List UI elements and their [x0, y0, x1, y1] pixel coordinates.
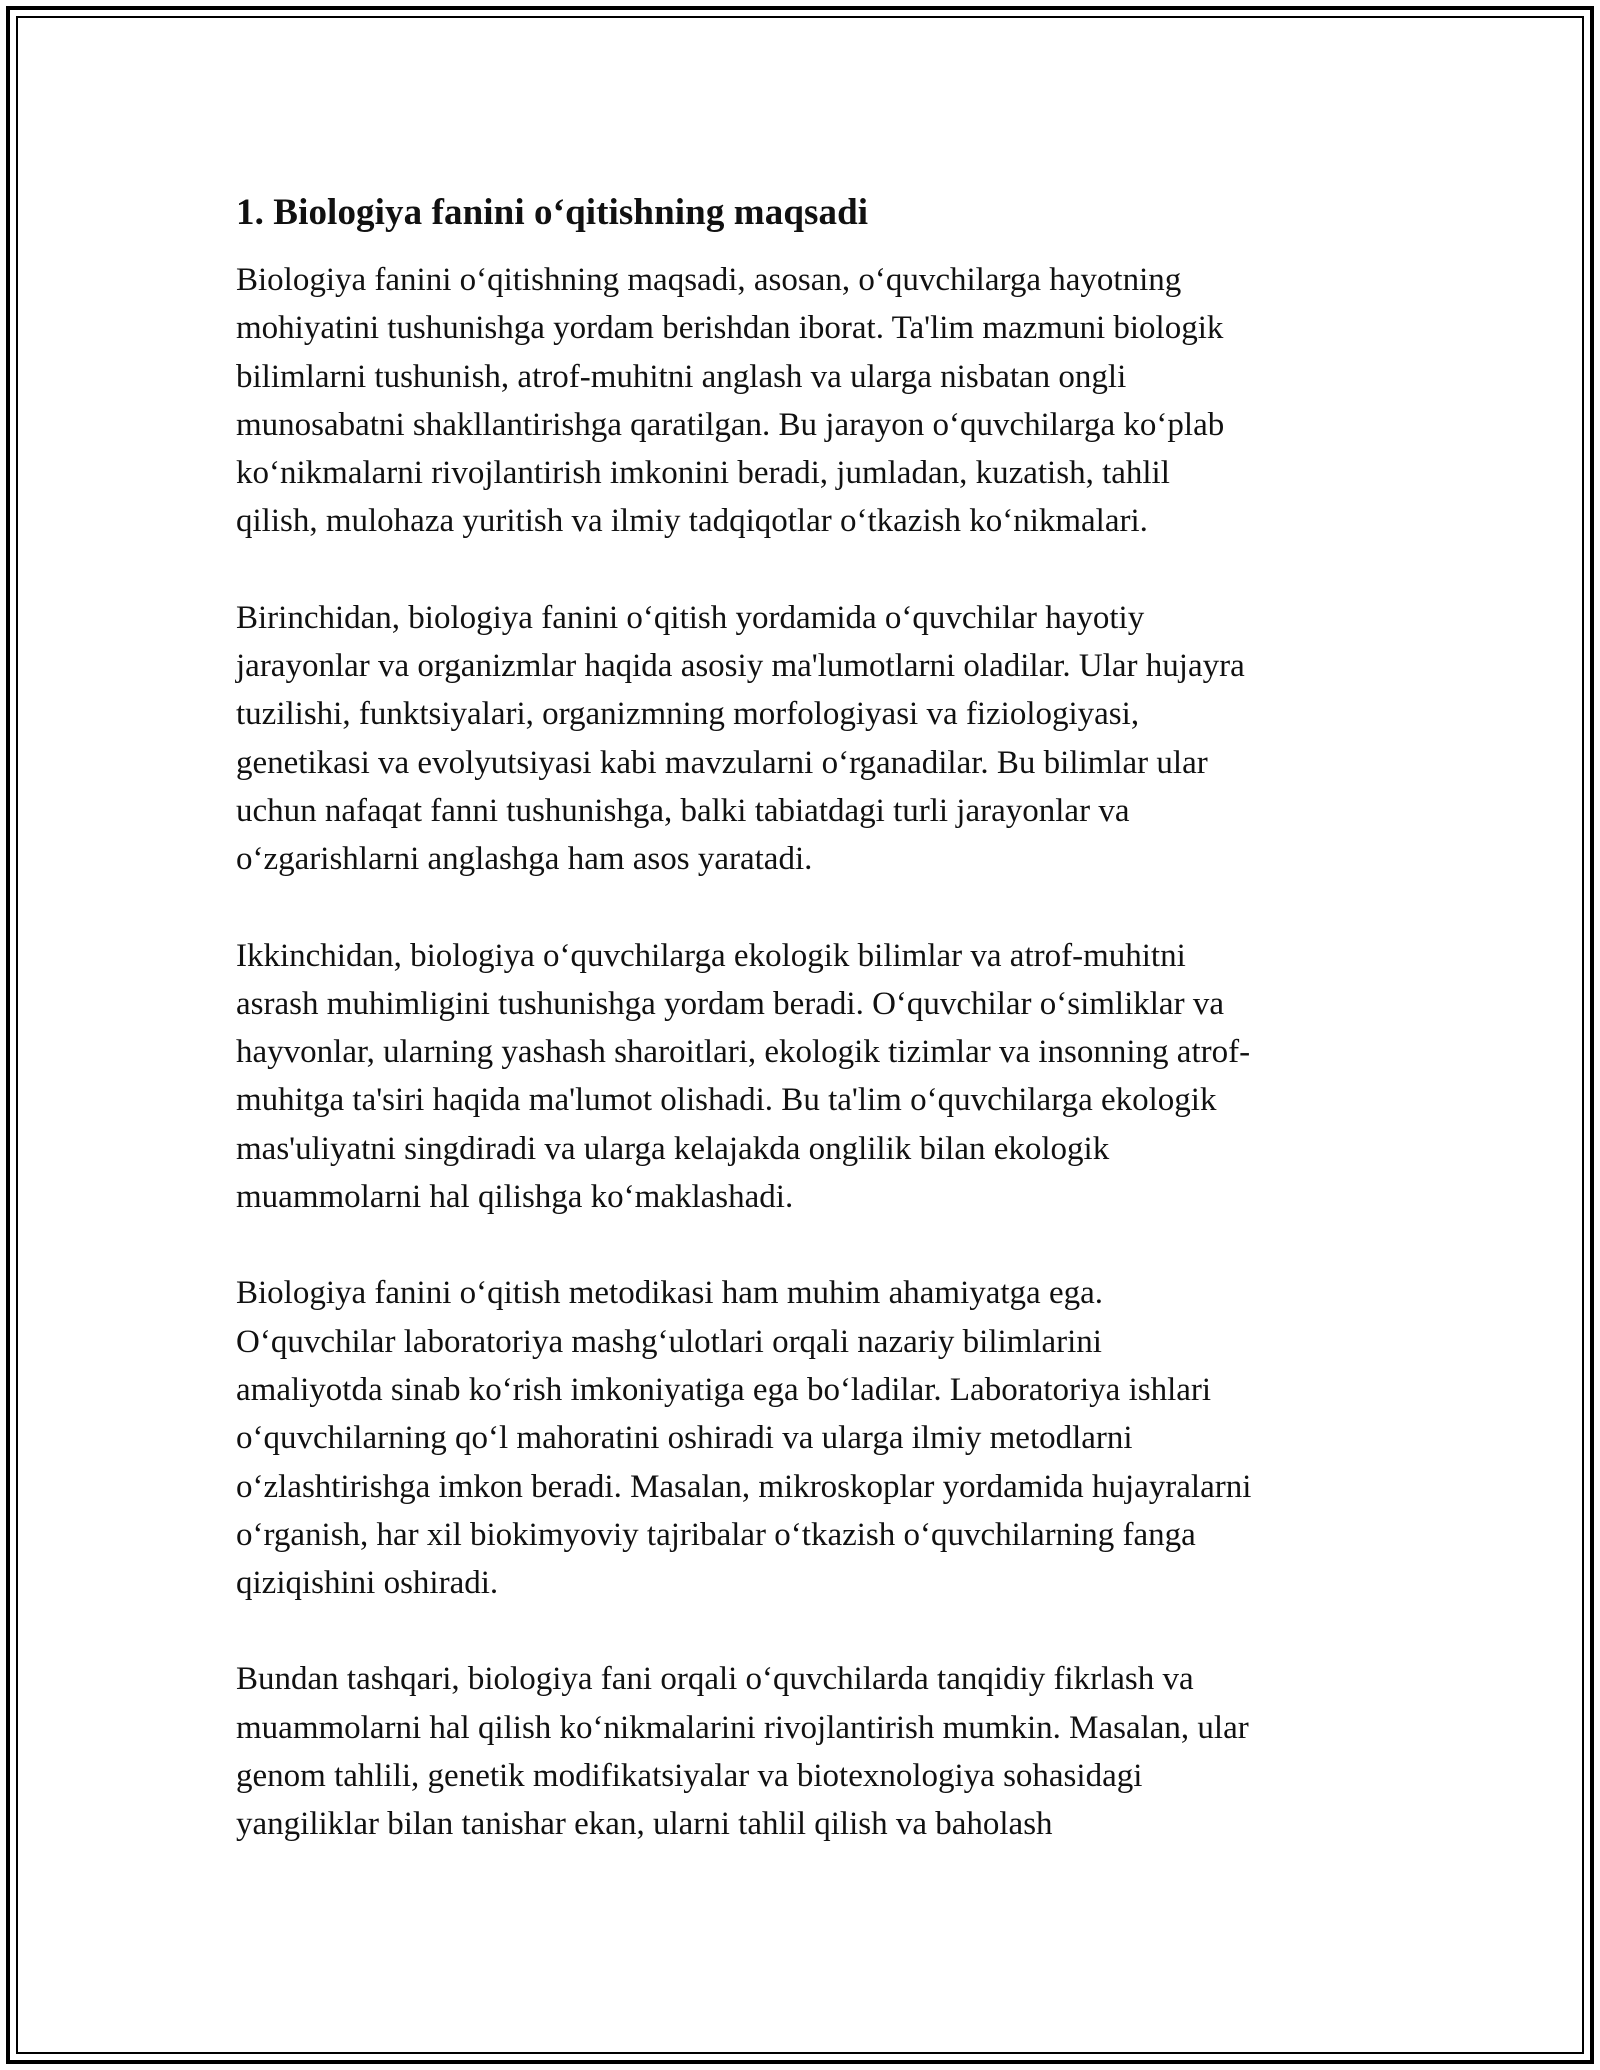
paragraph-line: muhitga ta'siri haqida ma'lumot olishadi. Bu ta'lim o‘quvchilarga ekologik: [236, 1082, 1217, 1119]
section-heading: 1. Biologiya fanini o‘qitishning maqsadi: [236, 192, 869, 233]
paragraph-line: Birinchidan, biologiya fanini o‘qitish yordamida o‘quvchilar hayotiy: [236, 599, 1145, 636]
paragraph-line: munosabatni shakllantirishga qaratilgan. Bu jarayon o‘quvchilarga ko‘plab: [236, 406, 1225, 443]
paragraph-line: bilimlarni tushunish, atrof-muhitni anglash va ularga nisbatan ongli: [236, 358, 1127, 395]
paragraph-line: hayvonlar, ularning yashash sharoitlari, ekologik tizimlar va insonning atrof-: [236, 1034, 1251, 1071]
paragraph-line: muammolarni hal qilish ko‘nikmalarini rivojlantirish mumkin. Masalan, ular: [236, 1709, 1249, 1746]
paragraph-1: [236, 256, 1376, 546]
paragraph-line: Biologiya fanini o‘qitish metodikasi ham muhim ahamiyatga ega.: [236, 1275, 1103, 1312]
paragraph-line: o‘quvchilarning qo‘l mahoratini oshiradi va ularga ilmiy metodlarni: [236, 1420, 1133, 1457]
paragraph-line: Bundan tashqari, biologiya fani orqali o‘quvchilarda tanqidiy fikrlash va: [236, 1661, 1194, 1698]
paragraph-line: o‘rganish, har xil biokimyoviy tajribalar o‘tkazish o‘quvchilarning fanga: [236, 1516, 1196, 1553]
paragraph-line: genetikasi va evolyutsiyasi kabi mavzularni o‘rganadilar. Bu bilimlar ular: [236, 744, 1208, 781]
paragraph-line: asrash muhimligini tushunishga yordam beradi. O‘quvchilar o‘simliklar va: [236, 985, 1224, 1022]
paragraph-4: [236, 1269, 1376, 1607]
paragraph-line: tuzilishi, funktsiyalari, organizmning morfologiyasi va fiziologiyasi,: [236, 696, 1140, 733]
paragraph-line: O‘quvchilar laboratoriya mashg‘ulotlari orqali nazariy bilimlarini: [236, 1323, 1102, 1360]
paragraph-line: jarayonlar va organizmlar haqida asosiy ma'lumotlarni oladilar. Ular hujayra: [236, 648, 1245, 685]
paragraph-line: mas'uliyatni singdiradi va ularga kelajakda onglilik bilan ekologik: [236, 1130, 1110, 1167]
paragraph-line: ko‘nikmalarni rivojlantirish imkonini beradi, jumladan, kuzatish, tahlil: [236, 455, 1170, 492]
paragraph-3: [236, 932, 1376, 1222]
paragraph-line: qiziqishini oshiradi.: [236, 1565, 499, 1602]
paragraph-line: yangiliklar bilan tanishar ekan, ularni tahlil qilish va baholash: [236, 1806, 1053, 1843]
paragraph-line: Ikkinchidan, biologiya o‘quvchilarga ekologik bilimlar va atrof-muhitni: [236, 937, 1186, 974]
paragraph-line: amaliyotda sinab ko‘rish imkoniyatiga ega bo‘ladilar. Laboratoriya ishlari: [236, 1371, 1212, 1408]
paragraph-5: [236, 1655, 1376, 1848]
paragraph-line: o‘zlashtirishga imkon beradi. Masalan, mikroskoplar yordamida hujayralarni: [236, 1468, 1252, 1505]
paragraph-line: genom tahlili, genetik modifikatsiyalar va biotexnologiya sohasidagi: [236, 1758, 1143, 1795]
document-body: [236, 188, 1376, 1897]
paragraph-line: qilish, mulohaza yuritish va ilmiy tadqiqotlar o‘tkazish ko‘nikmalari.: [236, 503, 1148, 540]
paragraph-line: muammolarni hal qilishga ko‘maklashadi.: [236, 1179, 794, 1216]
paragraph-line: Biologiya fanini o‘qitishning maqsadi, asosan, o‘quvchilarga hayotning: [236, 262, 1182, 298]
paragraph-line: uchun nafaqat fanni tushunishga, balki tabiatdagi turli jarayonlar va: [236, 792, 1130, 829]
paragraph-line: mohiyatini tushunishga yordam berishdan iborat. Ta'lim mazmuni biologik: [236, 310, 1224, 347]
paragraph-line: o‘zgarishlarni anglashga ham asos yaratadi.: [236, 841, 813, 878]
paragraph-2: [236, 594, 1376, 884]
